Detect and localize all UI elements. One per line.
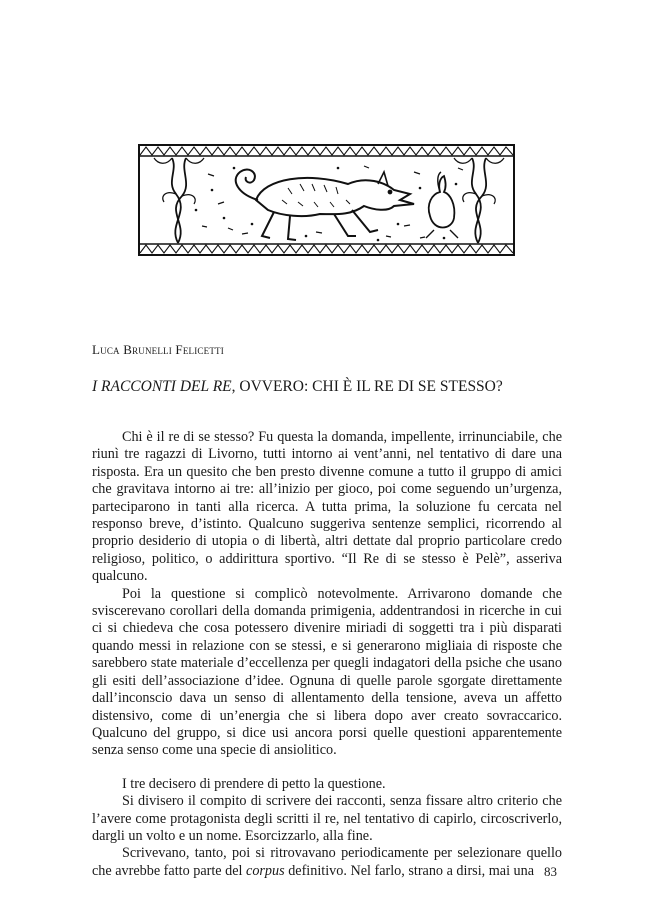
chapter-title [92, 378, 562, 396]
paragraph-4: Si divisero il compito di scrivere dei racconti, senza fissare altro criterio che l’avere come protagonista degli scritti il re, nel tentativo di capirlo, circoscriverlo, dargli un volto e un nome. Esorcizzarlo, alla fine. [92, 793, 562, 844]
paragraph-3: I tre decisero di prendere di petto la questione. [122, 775, 386, 792]
woodcut-banner-illustration [138, 144, 515, 256]
paragraph-5-before: Scrivevano, tanto, poi si ritrovavano periodicamente per selezionare quello che avrebbe fatto parte del [92, 845, 562, 879]
author-name: Luca Brunelli Felicetti [92, 342, 224, 357]
paragraph-2: Poi la questione si complicò notevolmente. Arrivarono domande che sviscerevano corollari della domanda primigenia, addentrandosi in ricerche in cui ci si chiedeva che cosa potessero divenire miriadi di soggetti tra i più disparati quando messi in relazione con se stessi, e si generarono migliaia di risposte che sarebbero state materiale d’eccellenza per quegli indagatori della psiche che usano gli esiti dell’associazione d’idee. Ognuna di quelle parole sgorgate direttamente dall’inconscio dava un senso di allentamento della tensione, aveva un affetto distensivo, come di un’energia che si libera dopo aver creato sovraccarico. Qualcuno del gruppo, si dice usi ancora porsi quelle questioni apparentemente senza senso come una specie di ansiolitico. [92, 585, 562, 759]
page-number: 83 [544, 864, 557, 879]
chapter-title-italic: I RACCONTI DEL RE [92, 378, 232, 395]
body-text [92, 429, 562, 880]
paragraph-5 [92, 845, 562, 880]
paragraph-5-emphasis: corpus [246, 862, 285, 879]
chapter-title-rest: , OVVERO: CHI È IL RE DI SE STESSO? [231, 378, 503, 395]
paragraph-5-after: definitivo. Nel farlo, strano a dirsi, mai una [284, 862, 535, 879]
paragraph-1: Chi è il re di se stesso? Fu questa la domanda, impellente, irrinunciabile, che riunì tre ragazzi di Livorno, tutti intorno ai vent’anni, nel tentativo di dare una risposta. Era un quesito che ben presto divenne comune a tutto il gruppo di amici che gravitava intorno ai tre: all’inizio per gioco, poi come seguendo un’urgenza, parteciparono in tanti alla ricerca. A tutta prima, la soluzione fu cercata nel responso breve, d’istinto. Qualcuno suggeriva sentenze semplici, ricorrendo al proprio desiderio di utopia o di libertà, altri dettate dal proprio particolare credo religioso, politico, o addirittura sportivo. “Il Re di se stesso è Pelè”, asseriva qualcuno. [92, 429, 562, 585]
